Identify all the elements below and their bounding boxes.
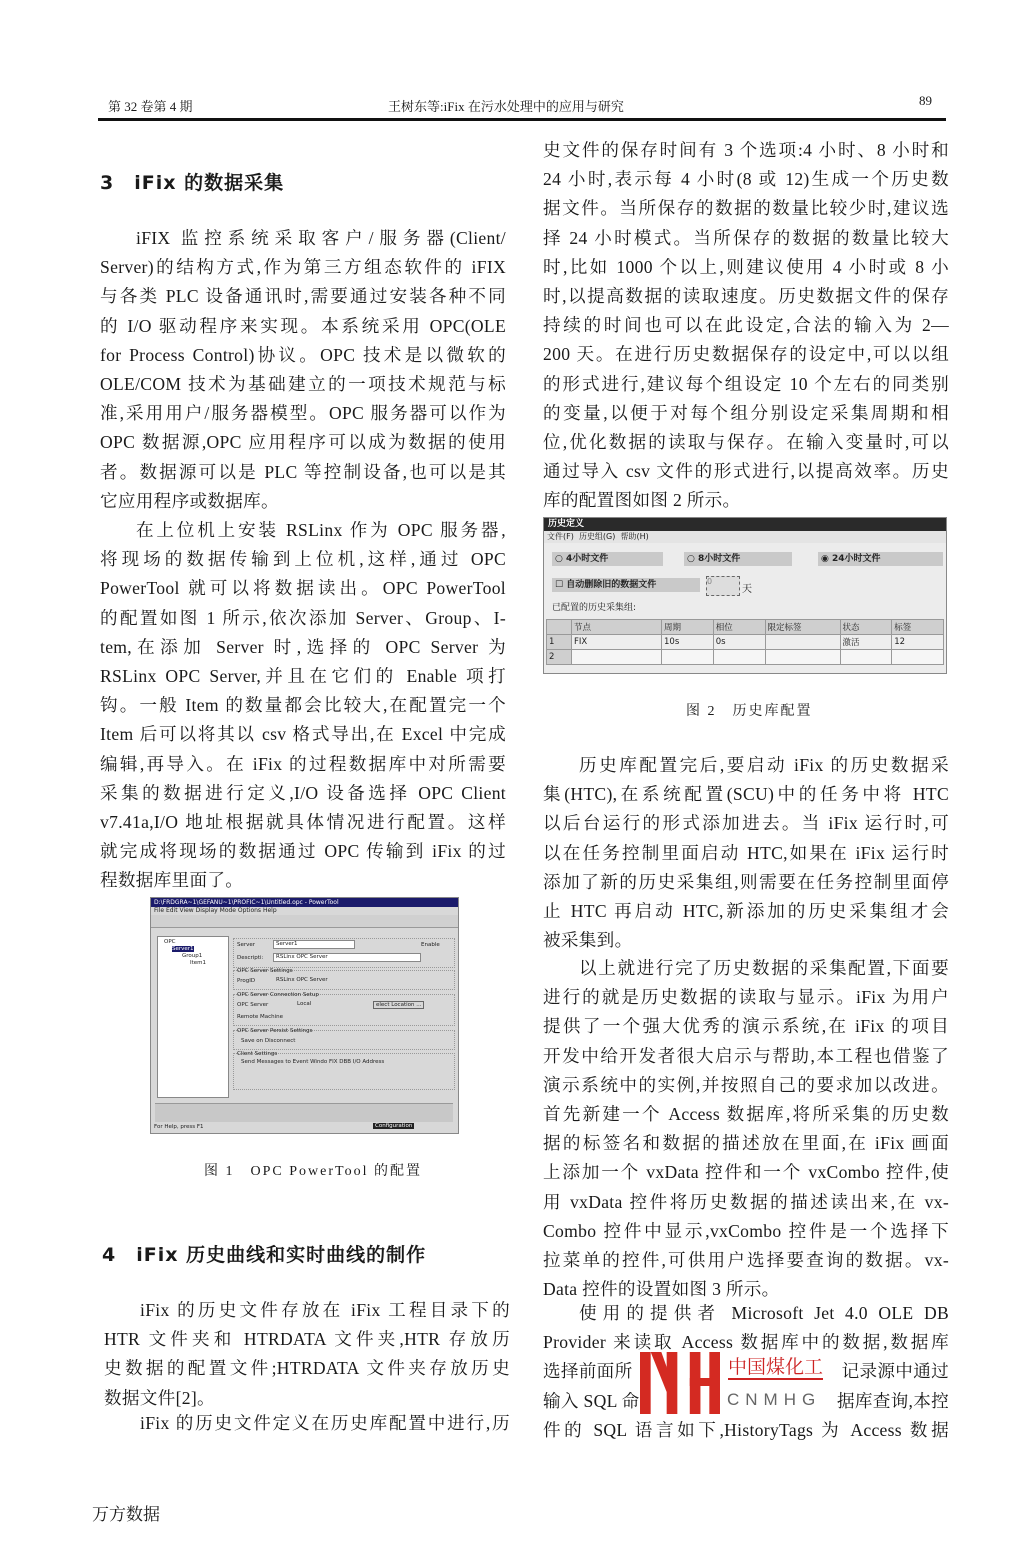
- text-line: 编辑,再导入。在 iFix 的过程数据库中对所需要: [100, 753, 506, 774]
- menu-history-group: 历史组(G): [578, 532, 616, 541]
- footer-source: 万方数据: [92, 1505, 160, 1525]
- text-line: PowerTool 就可以将数据读出。OPC PowerTool: [100, 578, 506, 599]
- text-line: iFix 的历史文件定义在历史库配置中进行,历: [140, 1413, 510, 1433]
- value: Local: [297, 1001, 312, 1007]
- history-groups-table: [546, 619, 944, 665]
- text-line: 的变量,以便于对每个组分别设定采集周期和相: [543, 402, 949, 423]
- tree-node: Group1: [182, 953, 203, 959]
- text-line: 用 vxData 控件将历史数据的描述读出来,在 vx-: [543, 1191, 949, 1212]
- text-line: 集(HTC),在系统配置(SCU)中的任务中将 HTC: [543, 784, 949, 805]
- value: Server1: [276, 941, 298, 947]
- text-line: 以后台运行的形式添加进去。当 iFix 运行时,可: [543, 813, 949, 834]
- text-line-start: 输入 SQL 命: [543, 1390, 640, 1411]
- text-line: 据的标签名和数据的描述放在里面,在 iFix 画面: [543, 1133, 949, 1154]
- cell: 激活: [840, 635, 892, 650]
- radio-24h: ◉ 24小时文件: [818, 552, 943, 566]
- left-para-4: [104, 1409, 510, 1438]
- running-title: 王树东等:iFix 在污水处理中的应用与研究: [388, 99, 624, 114]
- row-number: 1: [547, 635, 572, 650]
- window-title: D:\FRDGRA~1\GEFANU~1\PROFIC~1\Untitled.opc - PowerTool: [151, 898, 458, 907]
- label: FIX DBB I/O Address: [329, 1059, 385, 1065]
- label: Server: [237, 942, 256, 948]
- text-line: 的 I/O 驱动程序来实现。本系统采用 OPC(OLE: [100, 315, 506, 336]
- label: Descripti:: [237, 955, 264, 961]
- right-para-3: [543, 954, 949, 1304]
- text-line: 首先新建一个 Access 数据库,将所采集的历史数: [543, 1103, 949, 1124]
- tree-panel: [157, 936, 229, 1098]
- text-line: 演示系统中的实例,并按照自己的要求加以改进。: [543, 1074, 949, 1095]
- label: Client Settings: [237, 1051, 278, 1057]
- col-period: 周期: [662, 620, 714, 635]
- text-line: for Process Control)协议。OPC 技术是以微软的: [100, 344, 506, 365]
- toolbar: [151, 915, 458, 928]
- text-line: 它应用程序或数据库。: [100, 490, 279, 511]
- text-line: 者。数据源可以是 PLC 等控制设备,也可以是其: [100, 461, 506, 482]
- right-para-2: [543, 751, 949, 955]
- journal-issue: 第 32 卷第 4 期: [108, 99, 193, 114]
- text-line: 通过导入 csv 文件的形式进行,以提高效率。历史: [543, 461, 949, 482]
- radio-4h: ○ 4小时文件: [552, 552, 663, 566]
- left-para-1: [100, 224, 506, 516]
- row-number: 2: [547, 650, 572, 665]
- right-para-1: [543, 136, 949, 515]
- cell: FIX: [572, 635, 662, 650]
- checkbox-label: Save on Disconnect: [241, 1038, 296, 1044]
- tree-node: Server1: [172, 946, 194, 952]
- label: ProgID: [237, 978, 256, 984]
- text-line: 200 天。在进行历史数据保存的设定中,可以以组: [543, 344, 949, 365]
- text-line: 史文件的保存时间有 3 个选项:4 小时、8 小时和: [543, 140, 949, 160]
- text-line: tem,在添加 Server 时,选择的 OPC Server 为: [100, 636, 506, 657]
- cell: [765, 635, 840, 650]
- figure-2-caption: 图 2 历史库配置: [686, 704, 813, 719]
- text-line: 就完成将现场的数据通过 OPC 传输到 iFix 的过: [100, 841, 506, 862]
- watermark-cn: 中国煤化工: [728, 1356, 824, 1378]
- text-line: 以在任务控制里面启动 HTC,如果在 iFix 运行时: [543, 842, 949, 863]
- col-limit-tag: 限定标签: [765, 620, 840, 635]
- col-node: 节点: [572, 620, 662, 635]
- text-line: 据文件。当所保存的数据的数量比较少时,建议选: [543, 198, 949, 219]
- status-text: For Help, press F1: [154, 1124, 204, 1130]
- text-line: OLE/COM 技术为基础建立的一项技术规范与标: [100, 373, 506, 394]
- text-line: 程数据库里面了。: [100, 870, 244, 891]
- cell: 0s: [713, 635, 765, 650]
- text-line: 将现场的数据传输到上位机,这样,通过 OPC: [100, 549, 506, 570]
- text-line: 止 HTC 再启动 HTC,新添加的历史采集组才会: [543, 900, 949, 921]
- text-line: 被采集到。: [543, 930, 633, 951]
- table-row: [547, 635, 944, 650]
- label: OPC Server Persist Settings: [237, 1028, 313, 1034]
- text-line-start: 选择前面所: [543, 1361, 633, 1382]
- text-line: 时,比如 1000 个以上,则建议使用 4 小时或 8 小: [543, 256, 949, 277]
- mode-indicator: Configuration: [375, 1123, 413, 1129]
- cnmhg-logo-watermark: [640, 1352, 720, 1414]
- text-line: 开发中给开发者很大启示与帮助,本工程也借鉴了: [543, 1045, 949, 1066]
- figure-2-history-window: [543, 517, 947, 674]
- days-input: 0: [706, 576, 740, 596]
- text-line: Data 控件的设置如图 3 所示。: [543, 1279, 780, 1300]
- text-line: 数据文件[2]。: [104, 1387, 215, 1408]
- text-line: 时,以提高数据的读取速度。历史数据文件的保存: [543, 285, 949, 306]
- text-line: iFIX 监控系统采取客户/服务器(Client/: [136, 228, 506, 248]
- menu-file: 文件(F): [547, 532, 574, 541]
- text-line: RSLinx OPC Server,并且在它们的 Enable 项打: [100, 665, 506, 686]
- menu-help: 帮助(H): [620, 532, 649, 541]
- cell: 10s: [662, 635, 714, 650]
- text-line: 持续的时间也可以在此设定,合法的输入为 2—: [543, 315, 949, 336]
- text-line-end: 记录源中通过: [841, 1361, 949, 1382]
- tree-node: OPC: [164, 939, 176, 945]
- menu-bar: File Edit View Display Mode Options Help: [154, 907, 277, 914]
- label: OPC Server: [237, 1002, 269, 1008]
- text-line: 历史库配置完后,要启动 iFix 的历史数据采: [579, 755, 949, 775]
- label: OPC Server Settings: [237, 968, 293, 974]
- text-line: 与各类 PLC 设备通讯时,需要通过安装各种不同: [100, 286, 506, 307]
- col-tags: 标签: [892, 620, 944, 635]
- text-line: 使用的提供者 Microsoft Jet 4.0 OLE DB: [579, 1303, 949, 1323]
- left-para-3: [104, 1296, 510, 1413]
- value: RSLinx OPC Server: [276, 954, 328, 960]
- label: Remote Machine: [237, 1014, 283, 1020]
- text-line: 进行的就是历史数据的读取与显示。iFix 为用户: [543, 987, 949, 1008]
- text-line: 提供了一个强大优秀的演示系统,在 iFix 的项目: [543, 1016, 949, 1037]
- auto-delete-checkbox: ☐ 自动删除旧的数据文件: [552, 578, 700, 592]
- text-line: HTR 文件夹和 HTRDATA 文件夹,HTR 存放历: [104, 1329, 510, 1350]
- page-number: 89: [919, 93, 932, 108]
- text-line: 24 小时,表示每 4 小时(8 或 12)生成一个历史数: [543, 169, 949, 190]
- connection-group: [233, 994, 455, 1026]
- text-line: 择 24 小时模式。当所保存的数据的数量比较大: [543, 227, 949, 248]
- section-4-heading: 4 iFix 历史曲线和实时曲线的制作: [102, 1244, 427, 1266]
- text-line: OPC 数据源,OPC 应用程序可以成为数据的使用: [100, 432, 506, 453]
- text-line: Server)的结构方式,作为第三方组态软件的 iFIX: [100, 257, 506, 278]
- section-3-heading: 3 iFix 的数据采集: [100, 172, 285, 194]
- figure-1-caption: 图 1 OPC PowerTool 的配置: [204, 1164, 422, 1179]
- text-line: 位,优化数据的读取与保存。在输入变量时,可以: [543, 431, 949, 452]
- select-location-button: elect Location ...: [373, 1001, 424, 1009]
- text-line: iFix 的历史文件存放在 iFix 工程目录下的: [140, 1300, 510, 1320]
- checkbox-label: Send Messages to Event Windo: [241, 1059, 328, 1065]
- window-title: 历史定义: [544, 518, 946, 531]
- col-phase: 相位: [713, 620, 765, 635]
- tree-node: Item1: [190, 960, 207, 966]
- text-line: 史数据的配置文件;HTRDATA 文件夹存放历史: [104, 1358, 510, 1379]
- label: OPC Server Connection Setup: [237, 992, 319, 998]
- text-line: 的配置如图 1 所示,依次添加 Server、Group、I-: [100, 607, 506, 628]
- left-para-2: [100, 516, 506, 895]
- text-line: 的形式进行,建议每个组设定 10 个左右的同类别: [543, 373, 949, 394]
- text-line: v7.41a,I/O 地址根据就具体情况进行配置。这样: [100, 811, 506, 832]
- header-rule: [98, 118, 946, 121]
- text-line: 采集的数据进行定义,I/O 设备选择 OPC Client: [100, 782, 506, 803]
- text-line-end: 据库查询,本控: [836, 1390, 949, 1411]
- text-line: 件的 SQL 语言如下,HistoryTags 为 Access 数据: [543, 1419, 949, 1440]
- text-line: 上添加一个 vxData 控件和一个 vxCombo 控件,使: [543, 1162, 949, 1183]
- label: Enable: [421, 942, 440, 948]
- col-status: 状态: [840, 620, 892, 635]
- text-line: Combo 控件中显示,vxCombo 控件是一个选择下: [543, 1220, 949, 1241]
- text-line: 在上位机上安装 RSLinx 作为 OPC 服务器,: [136, 520, 506, 540]
- text-line: 库的配置图如图 2 所示。: [543, 490, 741, 511]
- figure-1-powertool-window: [150, 897, 459, 1134]
- text-line: 钩。一般 Item 的数量都会比较大,在配置完一个: [100, 695, 506, 716]
- cell: 12: [892, 635, 944, 650]
- value: RSLinx OPC Server: [276, 977, 328, 983]
- text-line: Item 后可以将其以 csv 格式导出,在 Excel 中完成: [100, 724, 506, 745]
- table-header: [547, 620, 944, 635]
- text-line: Provider 来读取 Access 数据库中的数据,数据库: [543, 1332, 949, 1353]
- menu-bar: [544, 531, 946, 543]
- text-line: 拉菜单的控件,可供用户选择要查询的数据。vx-: [543, 1249, 949, 1270]
- bottom-buttons: [155, 1103, 453, 1122]
- table-row: [547, 650, 944, 665]
- text-line: 以上就进行完了历史数据的采集配置,下面要: [579, 958, 949, 978]
- watermark-en: CNMHG: [727, 1390, 822, 1409]
- text-line: 准,采用用户/服务器模型。OPC 服务器可以作为: [100, 403, 506, 424]
- days-unit: 天: [742, 584, 752, 595]
- text-line: 添加了新的历史采集组,则需要在任务控制里面停: [543, 871, 949, 892]
- groups-label: 已配置的历史采集组:: [552, 603, 637, 613]
- radio-8h: ○ 8小时文件: [684, 552, 792, 566]
